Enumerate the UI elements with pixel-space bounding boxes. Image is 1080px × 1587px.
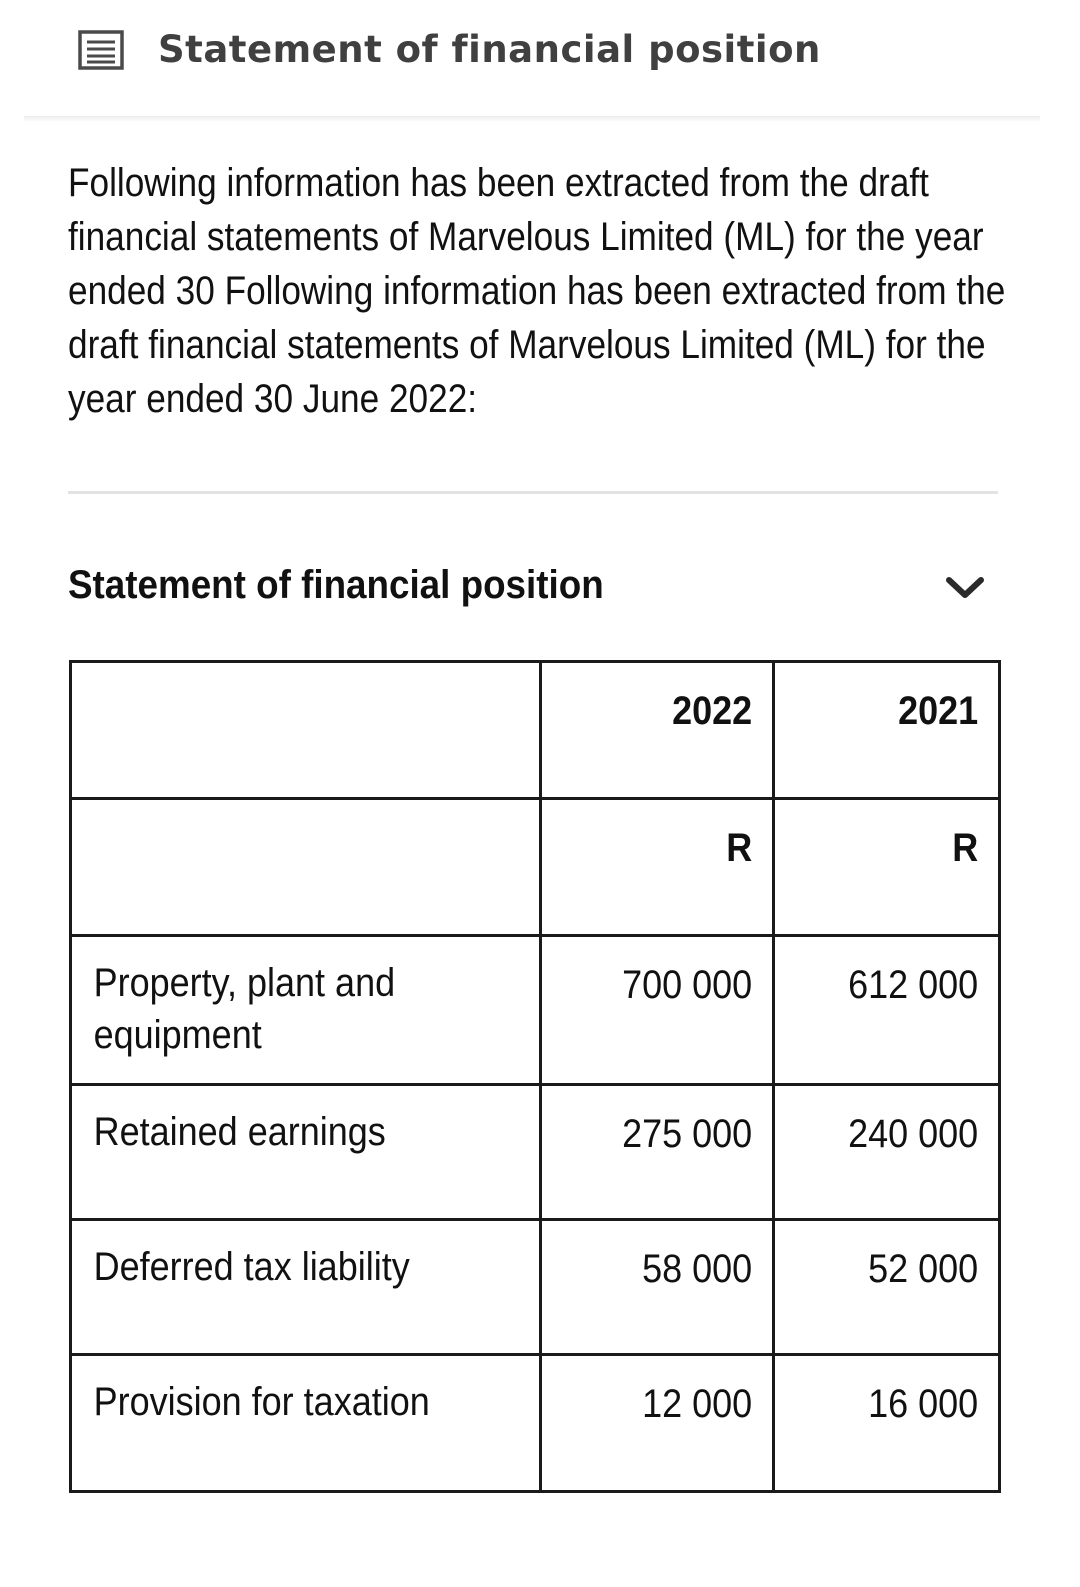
value-2021: 612 000: [774, 936, 1000, 1085]
value-2022: 275 000: [541, 1085, 774, 1220]
section-divider: [68, 491, 998, 494]
page-title: Statement of financial position: [158, 28, 821, 71]
header-cell-2022: 2022: [541, 662, 774, 799]
unit-cell-label: [71, 799, 541, 936]
value-2022: 700 000: [541, 936, 774, 1085]
document-icon: [78, 30, 124, 70]
value-2021: 240 000: [774, 1085, 1000, 1220]
value-2022: 58 000: [541, 1220, 774, 1355]
header-cell-label: [71, 662, 541, 799]
app-header: [0, 0, 1080, 112]
section-title: Statement of financial position: [68, 563, 604, 607]
header-cell-2021: 2021: [774, 662, 1000, 799]
row-label: Property, plant and equipment: [71, 936, 541, 1085]
unit-cell-2021: R: [774, 799, 1000, 936]
intro-paragraph: Following information has been extracted from the draft financial statements of Marvelous Limited (ML) for the year ended 30 Following information has been extracted from the draft financial statements of Marvelous Limited (ML) for the year ended 30 June 2022:: [68, 161, 1006, 421]
header-shadow: [24, 116, 1040, 122]
row-label: Retained earnings: [71, 1085, 541, 1220]
table-row: [71, 1085, 1000, 1220]
table-unit-row: [71, 799, 1000, 936]
chevron-down-icon[interactable]: [944, 574, 986, 602]
table-row: [71, 1355, 1000, 1492]
table-row: [71, 1220, 1000, 1355]
value-2021: 52 000: [774, 1220, 1000, 1355]
table-header-row: [71, 662, 1000, 799]
value-2022: 12 000: [541, 1355, 774, 1492]
table-row: [71, 936, 1000, 1085]
unit-cell-2022: R: [541, 799, 774, 936]
row-label: Deferred tax liability: [71, 1220, 541, 1355]
row-label: Provision for taxation: [71, 1355, 541, 1492]
value-2021: 16 000: [774, 1355, 1000, 1492]
financial-table: [69, 660, 1001, 1493]
